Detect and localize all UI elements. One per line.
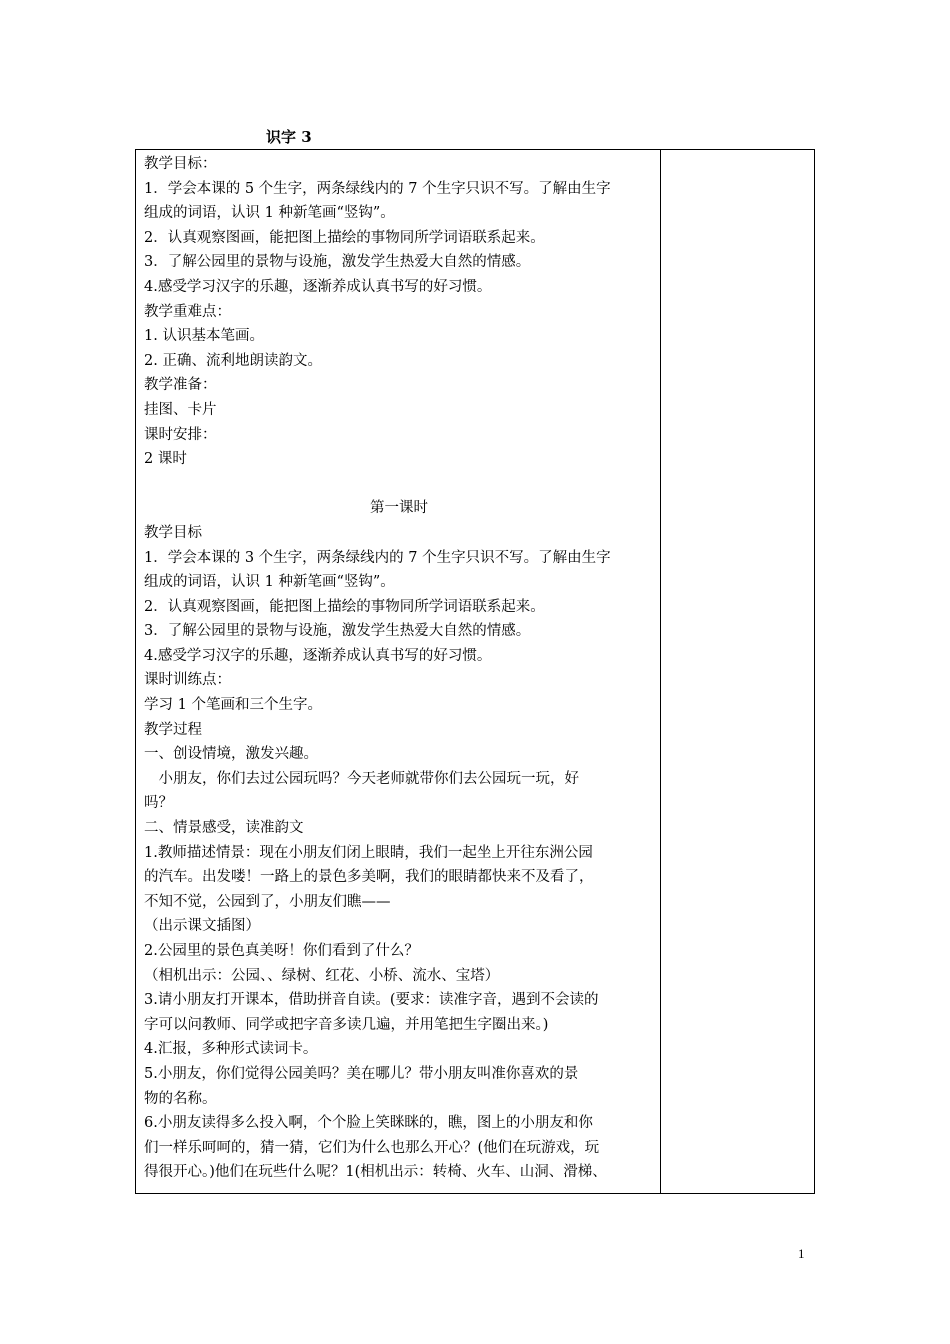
text-line: 2.公园里的景色真美呀！你们看到了什么？ (144, 943, 419, 959)
page-number: 1 (798, 1246, 805, 1261)
text-line: 2．认真观察图画，能把图上描绘的事物同所学词语联系起来。 (144, 598, 545, 615)
text-line: 二、情景感受，读准韵文 (144, 820, 304, 837)
text-line: 2. 正确、流利地朗读韵文。 (144, 352, 322, 369)
text-line: 教学过程 (144, 721, 202, 738)
text-line: 3．了解公园里的景物与设施，激发学生热爱大自然的情感。 (144, 623, 531, 640)
text-line: 3．了解公园里的景物与设施，激发学生热爱大自然的情感。 (144, 254, 531, 271)
lesson-plan-cell (144, 152, 654, 1185)
text-line: 1.教师描述情景：现在小朋友们闭上眼睛，我们一起坐上开往东洲公园 (144, 844, 593, 861)
text-line: 教学目标 (144, 524, 202, 541)
text-line: 们一样乐呵呵的，猜一猜，它们为什么也那么开心？(他们在玩游戏，玩 (144, 1139, 600, 1156)
text-line: 挂图、卡片 (144, 401, 217, 418)
text-line: 吗？ (144, 795, 173, 812)
text-line: 4.感受学习汉字的乐趣，逐渐养成认真书写的好习惯。 (144, 278, 492, 295)
text-line: 5.小朋友，你们觉得公园美吗？美在哪儿？带小朋友叫准你喜欢的景 (144, 1065, 579, 1082)
text-line: 教学准备： (144, 377, 217, 394)
lesson-table (135, 149, 815, 1194)
text-line: 教学重难点： (144, 303, 231, 320)
text-line: （出示课文插图） (144, 918, 260, 935)
page-title: 识字 3 (266, 128, 312, 146)
text-line: 组成的词语，认识 1 种新笔画“竖钩”。 (144, 205, 395, 222)
text-line: 得很开心。)他们在玩些什么呢？1(相机出示：转椅、火车、山洞、滑梯、 (144, 1164, 607, 1181)
text-line: 小朋友，你们去过公园玩吗？今天老师就带你们去公园玩一玩，好 (144, 770, 579, 787)
blank-line (144, 472, 654, 497)
text-line: 2．认真观察图画，能把图上描绘的事物同所学词语联系起来。 (144, 229, 545, 246)
text-line: 2 课时 (144, 451, 187, 468)
text-line: 学习 1 个笔画和三个生字。 (144, 697, 322, 714)
text-line: 4.感受学习汉字的乐趣，逐渐养成认真书写的好习惯。 (144, 647, 492, 664)
text-line: 1. 认识基本笔画。 (144, 328, 264, 345)
text-line: 6.小朋友读得多么投入啊，个个脸上笑眯眯的，瞧，图上的小朋友和你 (144, 1115, 593, 1132)
text-line: 1．学会本课的 5 个生字，两条绿线内的 7 个生字只识不写。了解由生字 (144, 180, 611, 197)
text-line: 课时训练点： (144, 672, 231, 689)
text-line: 组成的词语，认识 1 种新笔画“竖钩”。 (144, 574, 395, 591)
text-line: 4.汇报，多种形式读词卡。 (144, 1041, 318, 1058)
text-line: （相机出示：公园、、绿树、红花、小桥、流水、宝塔） (144, 967, 500, 984)
text-line: 课时安排： (144, 426, 217, 443)
text-line: 3.请小朋友打开课本，借助拼音自读。(要求：读准字音，遇到不会读的 (144, 992, 599, 1009)
text-line: 1．学会本课的 3 个生字，两条绿线内的 7 个生字只识不写。了解由生字 (144, 549, 611, 566)
text-line: 教学目标： (144, 156, 217, 172)
text-line: 不知不觉，公园到了，小朋友们瞧—— (144, 893, 391, 910)
text-line: 的汽车。出发喽！一路上的景色多美啊，我们的眼睛都快来不及看了， (144, 869, 594, 886)
text-line: 一、创设情境，激发兴趣。 (144, 746, 318, 763)
text-line: 字可以问教师、同学或把字音多读几遍，并用笔把生字圈出来。) (144, 1016, 549, 1033)
section-heading: 第一课时 (370, 500, 428, 517)
notes-cell (661, 150, 814, 1193)
text-line: 物的名称。 (144, 1090, 217, 1107)
